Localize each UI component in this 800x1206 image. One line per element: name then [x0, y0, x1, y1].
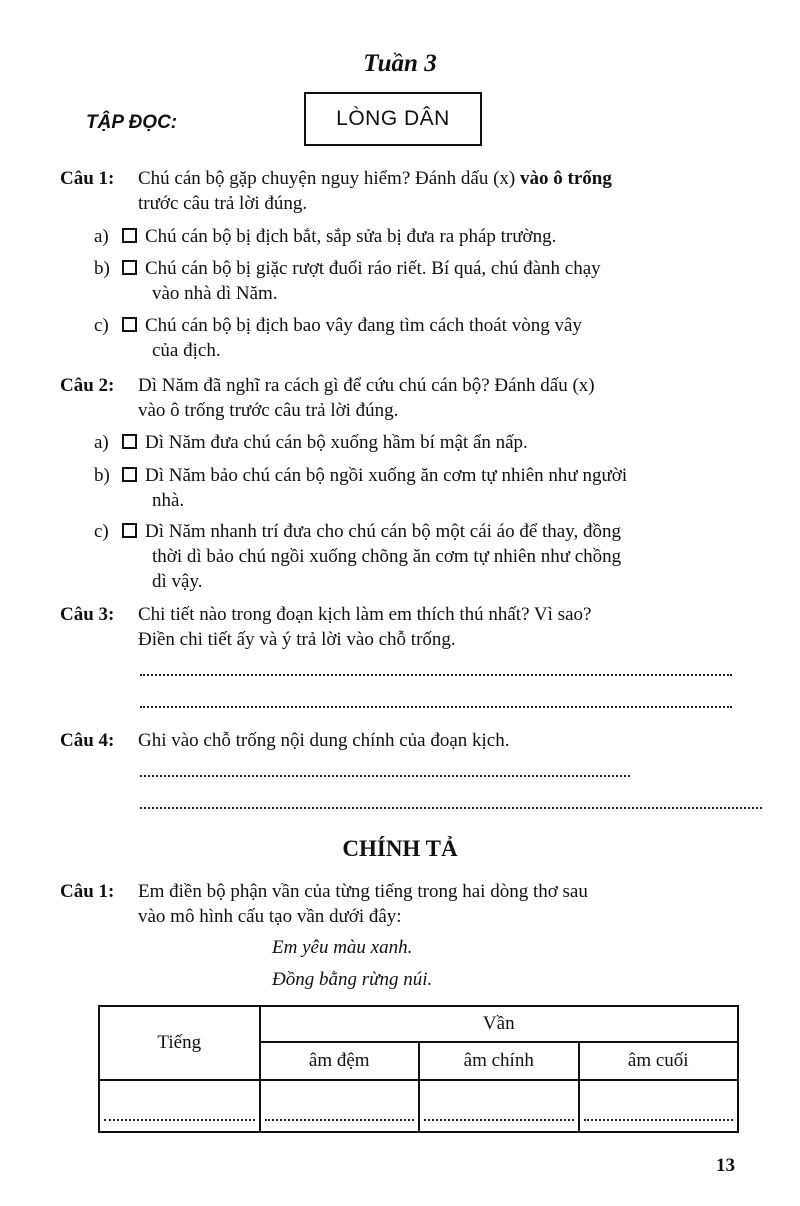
checkbox[interactable] [122, 434, 137, 449]
option-text: Dì Năm nhanh trí đưa cho chú cán bộ một cái áo để thay, đồng [145, 521, 622, 542]
question-1 [60, 166, 750, 216]
q2-option-c [94, 519, 744, 594]
answer-line[interactable] [140, 807, 762, 809]
lesson-title: LÒNG DÂN [336, 107, 450, 130]
option-label: c) [94, 521, 109, 542]
header-am-cuoi: âm cuối [579, 1042, 739, 1080]
answer-line[interactable] [140, 775, 630, 777]
table-cell-am-dem[interactable] [260, 1080, 419, 1132]
q2-option-b [94, 463, 744, 513]
week-heading: Tuần 3 [363, 50, 437, 77]
question-text-cont: Điền chi tiết ấy và ý trả lời vào chỗ trống. [138, 629, 456, 650]
question-number: Câu 3: [60, 604, 115, 625]
fill-in-dots [265, 1119, 414, 1121]
option-label: a) [94, 432, 109, 453]
poem-line-1: Em yêu màu xanh. [272, 937, 413, 958]
fill-in-dots [104, 1119, 255, 1121]
question-3 [60, 602, 750, 652]
checkbox[interactable] [122, 317, 137, 332]
poem-line-2: Đồng bằng rừng núi. [272, 969, 433, 990]
question-number: Câu 1: [60, 168, 115, 189]
question-text: Ghi vào chỗ trống nội dung chính của đoạn kịch. [138, 730, 510, 751]
question-text-bold: vào ô trống [520, 168, 612, 189]
option-label: a) [94, 226, 109, 247]
header-am-chinh: âm chính [419, 1042, 579, 1080]
q1-option-b [94, 256, 744, 306]
question-text: Dì Năm đã nghĩ ra cách gì để cứu chú cán bộ? Đánh dấu (x) [138, 375, 595, 396]
lesson-title-box [304, 92, 482, 146]
rhyme-structure-table [98, 1005, 739, 1133]
header-tieng: Tiếng [99, 1006, 260, 1080]
q2-option-a [94, 430, 744, 455]
checkbox[interactable] [122, 467, 137, 482]
option-text-cont: nhà. [152, 490, 185, 511]
table-cell-am-cuoi[interactable] [579, 1080, 739, 1132]
header-van: Vần [260, 1006, 738, 1042]
question-number: Câu 1: [60, 881, 115, 902]
header-am-dem: âm đệm [260, 1042, 419, 1080]
table-cell-tieng[interactable] [99, 1080, 260, 1132]
question-2 [60, 373, 750, 423]
section-label: TẬP ĐỌC: [86, 112, 178, 133]
chinh-ta-question-1 [60, 879, 750, 929]
option-text: Chú cán bộ bị giặc rượt đuổi ráo riết. Bí quá, chú đành chạy [145, 258, 601, 279]
fill-in-dots [424, 1119, 574, 1121]
table-cell-am-chinh[interactable] [419, 1080, 579, 1132]
question-text-cont: trước câu trả lời đúng. [138, 193, 308, 214]
question-text: Chi tiết nào trong đoạn kịch làm em thích thú nhất? Vì sao? [138, 604, 592, 625]
answer-line[interactable] [140, 674, 732, 676]
fill-in-dots [584, 1119, 734, 1121]
answer-line[interactable] [140, 706, 732, 708]
option-text-cont: thời dì bảo chú ngồi xuống chõng ăn cơm tự nhiên như chồng [152, 546, 622, 567]
option-label: c) [94, 315, 109, 336]
question-number: Câu 2: [60, 375, 115, 396]
option-text-cont: dì vậy. [152, 571, 203, 592]
option-label: b) [94, 465, 110, 486]
question-text: Em điền bộ phận vần của từng tiếng trong hai dòng thơ sau [138, 881, 588, 902]
question-text: Chú cán bộ gặp chuyện nguy hiểm? Đánh dấu (x) [138, 168, 521, 189]
q1-option-a [94, 224, 744, 249]
page-number: 13 [716, 1155, 735, 1176]
checkbox[interactable] [122, 228, 137, 243]
question-number: Câu 4: [60, 730, 115, 751]
option-text: Dì Năm đưa chú cán bộ xuống hầm bí mật ẩn nấp. [145, 432, 528, 453]
option-text-cont: của địch. [152, 340, 221, 361]
option-label: b) [94, 258, 110, 279]
question-4 [60, 728, 750, 753]
question-text-cont: vào mô hình cấu tạo vần dưới đây: [138, 906, 402, 927]
option-text-cont: vào nhà dì Năm. [152, 283, 278, 304]
option-text: Chú cán bộ bị địch bắt, sắp sửa bị đưa ra pháp trường. [145, 226, 557, 247]
section-heading-chinh-ta: CHÍNH TẢ [342, 836, 458, 861]
checkbox[interactable] [122, 523, 137, 538]
option-text: Chú cán bộ bị địch bao vây đang tìm cách thoát vòng vây [145, 315, 582, 336]
question-text-cont: vào ô trống trước câu trả lời đúng. [138, 400, 399, 421]
checkbox[interactable] [122, 260, 137, 275]
option-text: Dì Năm bảo chú cán bộ ngồi xuống ăn cơm tự nhiên như người [145, 465, 628, 486]
q1-option-c [94, 313, 744, 363]
